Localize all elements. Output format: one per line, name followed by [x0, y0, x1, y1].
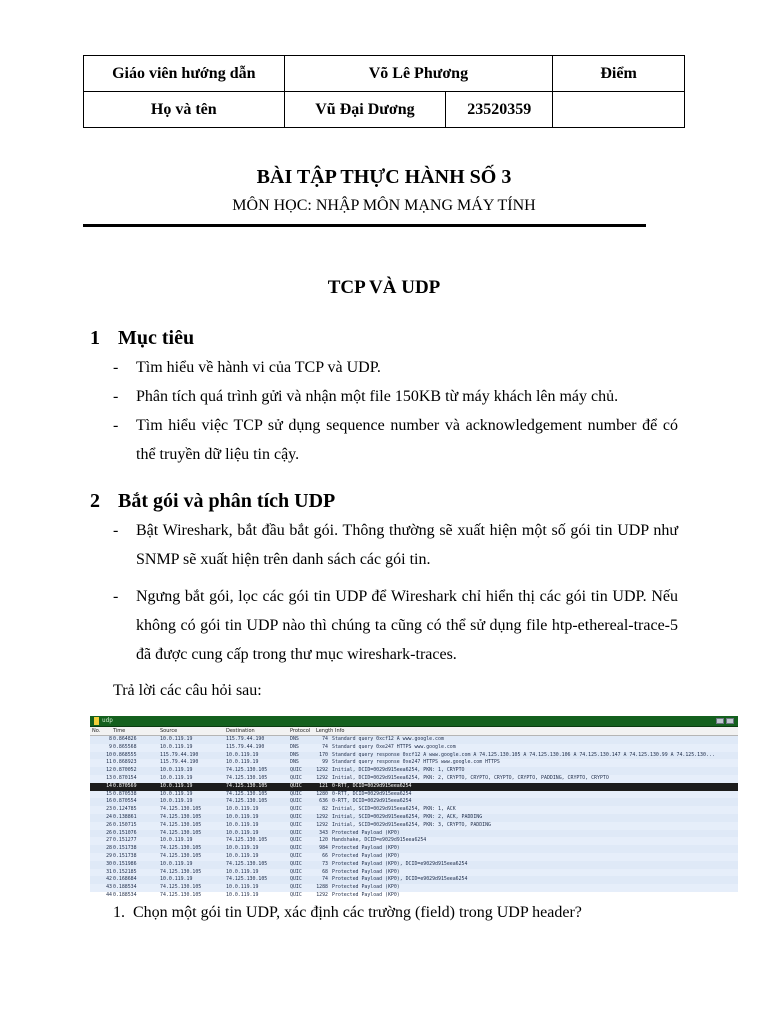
filter-bookmark-icon — [94, 717, 99, 725]
packet-info: 0-RTT, DCID=0029d915eea6254 — [332, 790, 412, 797]
packet-no: 10 — [106, 751, 112, 758]
packet-length: 170 — [319, 751, 328, 758]
packet-info: Protected Payload (KP0) — [332, 884, 400, 891]
packet-source: 74.125.130.105 — [160, 806, 202, 813]
packet-row[interactable] — [90, 884, 738, 892]
packet-row[interactable] — [90, 830, 738, 838]
packet-time: 0.151076 — [113, 829, 137, 836]
packet-destination: 10.0.119.19 — [226, 806, 259, 813]
packet-no: 26 — [106, 829, 112, 836]
col-header-destination[interactable]: Destination — [226, 728, 255, 734]
packet-list — [90, 736, 738, 900]
question-text: Chọn một gói tin UDP, xác định các trường (field) trong UDP header? — [133, 904, 582, 921]
packet-info: 0-RTT, DCID=0029d915eea6254 — [332, 782, 412, 789]
packet-row[interactable] — [90, 814, 738, 822]
packet-info: Protected Payload (KP0) — [332, 852, 400, 859]
bullet-text: Bật Wireshark, bắt đầu bắt gói. Thông thường sẽ xuất hiện một số gói tin UDP như SNMP sẽ xuất hiện trên danh sách các gói tin. — [136, 522, 678, 568]
document-subtitle: MÔN HỌC: NHẬP MÔN MẠNG MÁY TÍNH — [232, 197, 536, 214]
bullet-item: - Bật Wireshark, bắt đầu bắt gói. Thông thường sẽ xuất hiện một số gói tin UDP như SNMP sẽ xuất hiện trên danh sách các gói tin. — [113, 522, 678, 568]
packet-row[interactable] — [90, 845, 738, 853]
packet-info: Initial, DCID=0029d915eea6254, PKN: 1, CRYPTO — [332, 767, 465, 774]
packet-protocol: DNS — [290, 751, 299, 758]
packet-time: 0.150715 — [113, 821, 137, 828]
packet-destination: 10.0.119.19 — [226, 751, 259, 758]
packet-time: 0.188534 — [113, 884, 137, 891]
section-2-bullets — [113, 516, 678, 677]
col-header-info[interactable]: Info — [335, 728, 345, 734]
packet-protocol: QUIC — [290, 837, 302, 844]
section-2-number: 2 — [90, 490, 100, 512]
packet-list-header — [90, 727, 738, 736]
packet-no: 13 — [106, 774, 112, 781]
packet-protocol: QUIC — [290, 774, 302, 781]
packet-protocol: QUIC — [290, 891, 302, 898]
document-title: BÀI TẬP THỰC HÀNH SỐ 3 — [256, 166, 512, 188]
packet-source: 74.125.130.105 — [160, 891, 202, 898]
section-2-heading — [90, 490, 335, 513]
section-1-heading — [90, 327, 194, 350]
packet-info: Initial, SCID=0029d915eea6254, PKN: 3, CRYPTO, PADDING — [332, 821, 491, 828]
packet-source: 10.0.119.19 — [160, 782, 193, 789]
packet-row[interactable] — [90, 892, 738, 900]
packet-row[interactable] — [90, 752, 738, 760]
packet-info: Initial, SCID=0029d915eea6254, PKN: 2, ACK, PADDING — [332, 813, 483, 820]
packet-info: Protected Payload (KP0) — [332, 845, 400, 852]
packet-destination: 74.125.130.105 — [226, 774, 268, 781]
packet-time: 0.151738 — [113, 852, 137, 859]
packet-source: 74.125.130.105 — [160, 884, 202, 891]
packet-info: Standard query response 0xcf12 A www.google.com A 74.125.130.105 A 74.125.130.106 A 74.125.130.147 A 74.125.130.99 A 74.125.130... — [332, 751, 715, 758]
packet-no: 44 — [106, 891, 112, 898]
packet-row[interactable] — [90, 861, 738, 869]
packet-row[interactable] — [90, 775, 738, 783]
packet-length: 1292 — [316, 821, 328, 828]
question-number: 1. — [113, 904, 133, 921]
packet-protocol: DNS — [290, 736, 299, 742]
packet-time: 0.168684 — [113, 876, 137, 883]
packet-protocol: QUIC — [290, 845, 302, 852]
packet-length: 66 — [322, 852, 328, 859]
info-row-instructor — [84, 56, 685, 92]
section-1-number: 1 — [90, 327, 100, 349]
bullet-item: - Tìm hiểu về hành vi của TCP và UDP. — [113, 359, 381, 376]
score-value — [553, 92, 685, 128]
packet-protocol: QUIC — [290, 821, 302, 828]
bullet-text: Phân tích quá trình gửi và nhận một file 150KB từ máy khách lên máy chủ. — [136, 388, 619, 405]
packet-protocol: QUIC — [290, 782, 302, 789]
packet-length: 73 — [322, 860, 328, 867]
packet-source: 10.0.119.19 — [160, 743, 193, 750]
bullet-text: Tìm hiểu việc TCP sử dụng sequence number và acknowledgement number để có thể truyền dữ liệu tin cậy. — [136, 417, 678, 463]
packet-protocol: QUIC — [290, 860, 302, 867]
packet-no: 42 — [106, 876, 112, 883]
col-header-no[interactable]: No. — [92, 728, 101, 734]
packet-protocol: QUIC — [290, 790, 302, 797]
packet-info: Standard query 0xe247 HTTPS www.google.com — [332, 743, 456, 750]
packet-source: 10.0.119.19 — [160, 876, 193, 883]
packet-time: 0.870052 — [113, 767, 137, 774]
packet-length: 1292 — [316, 767, 328, 774]
packet-destination: 10.0.119.19 — [226, 891, 259, 898]
packet-source: 74.125.130.105 — [160, 868, 202, 875]
packet-length: 636 — [319, 798, 328, 805]
packet-row[interactable] — [90, 876, 738, 884]
packet-length: 74 — [322, 736, 328, 742]
packet-no: 14 — [106, 782, 112, 789]
packet-row[interactable] — [90, 869, 738, 877]
col-header-source[interactable]: Source — [160, 728, 178, 734]
packet-destination: 115.79.44.190 — [226, 736, 265, 742]
question-1 — [113, 904, 582, 922]
apply-filter-icon[interactable] — [726, 718, 734, 724]
packet-destination: 74.125.130.105 — [226, 767, 268, 774]
instructor-label: Giáo viên hướng dẫn — [84, 56, 285, 92]
packet-info: Protected Payload (KP0) — [332, 829, 400, 836]
packet-row[interactable] — [90, 822, 738, 830]
packet-row[interactable] — [90, 767, 738, 775]
packet-destination: 74.125.130.105 — [226, 790, 268, 797]
info-table — [83, 55, 685, 128]
packet-no: 26 — [106, 821, 112, 828]
score-label: Điểm — [553, 56, 685, 92]
packet-length: 1280 — [316, 790, 328, 797]
display-filter-input[interactable]: udp — [102, 717, 113, 724]
packet-length: 99 — [322, 759, 328, 766]
packet-time: 0.865568 — [113, 743, 137, 750]
packet-no: 12 — [106, 767, 112, 774]
packet-destination: 10.0.119.19 — [226, 813, 259, 820]
packet-destination: 10.0.119.19 — [226, 821, 259, 828]
packet-row[interactable] — [90, 853, 738, 861]
section-1-bullets — [113, 353, 678, 469]
packet-destination: 74.125.130.105 — [226, 798, 268, 805]
packet-length: 82 — [322, 806, 328, 813]
packet-no: 29 — [106, 852, 112, 859]
packet-row[interactable] — [90, 791, 738, 799]
packet-info: 0-RTT, DCID=0029d915eea6254 — [332, 798, 412, 805]
packet-length: 74 — [322, 743, 328, 750]
packet-time: 0.864826 — [113, 736, 137, 742]
answer-prompt: Trả lời các câu hỏi sau: — [113, 682, 262, 699]
packet-info: Protected Payload (KP0) — [332, 891, 400, 898]
packet-info: Standard query 0xcf12 A www.google.com — [332, 736, 444, 742]
packet-time: 0.151277 — [113, 837, 137, 844]
packet-source: 10.0.119.19 — [160, 790, 193, 797]
packet-info: Protected Payload (KP0), DCID=e9029d915eea6254 — [332, 860, 468, 867]
packet-no: 24 — [106, 813, 112, 820]
packet-time: 0.868555 — [113, 751, 137, 758]
packet-row[interactable] — [90, 736, 738, 744]
packet-protocol: QUIC — [290, 767, 302, 774]
packet-row[interactable] — [90, 783, 738, 791]
packet-time: 0.870538 — [113, 790, 137, 797]
packet-source: 74.125.130.105 — [160, 821, 202, 828]
packet-destination: 74.125.130.105 — [226, 860, 268, 867]
packet-protocol: QUIC — [290, 868, 302, 875]
clear-filter-icon[interactable] — [716, 718, 724, 724]
bullet-item: - Ngưng bắt gói, lọc các gói tin UDP để Wireshark chỉ hiển thị các gói tin UDP. Nếu không có gói tin UDP nào thì chúng ta cũng có thể sử dụng file htp-ethereal-trace-5 đã được cung cấp trong thư mục wireshark-traces. — [113, 588, 678, 663]
packet-destination: 10.0.119.19 — [226, 845, 259, 852]
student-name: Vũ Đại Dương — [284, 92, 446, 128]
packet-destination: 74.125.130.105 — [226, 782, 268, 789]
filter-controls — [716, 718, 734, 724]
packet-source: 10.0.119.19 — [160, 767, 193, 774]
packet-time: 0.870569 — [113, 782, 137, 789]
packet-row[interactable] — [90, 837, 738, 845]
packet-protocol: QUIC — [290, 876, 302, 883]
packet-destination: 10.0.119.19 — [226, 829, 259, 836]
packet-length: 1292 — [316, 813, 328, 820]
packet-info: Standard query response 0xe247 HTTPS www.google.com HTTPS — [332, 759, 500, 766]
packet-protocol: QUIC — [290, 852, 302, 859]
packet-destination: 10.0.119.19 — [226, 759, 259, 766]
packet-destination: 10.0.119.19 — [226, 884, 259, 891]
packet-protocol: QUIC — [290, 806, 302, 813]
packet-no: 8 — [109, 736, 112, 742]
student-label: Họ và tên — [84, 92, 285, 128]
packet-length: 1292 — [316, 891, 328, 898]
packet-length: 1292 — [316, 774, 328, 781]
packet-source: 74.125.130.105 — [160, 845, 202, 852]
packet-source: 10.0.119.19 — [160, 798, 193, 805]
packet-time: 0.870154 — [113, 774, 137, 781]
packet-no: 30 — [106, 860, 112, 867]
packet-source: 115.79.44.190 — [160, 751, 199, 758]
packet-time: 0.151738 — [113, 845, 137, 852]
wireshark-screenshot — [90, 716, 738, 898]
student-id: 23520359 — [446, 92, 553, 128]
packet-time: 0.152185 — [113, 868, 137, 875]
packet-destination: 74.125.130.105 — [226, 837, 268, 844]
packet-destination: 10.0.119.19 — [226, 868, 259, 875]
info-row-student — [84, 92, 685, 128]
packet-time: 0.151986 — [113, 860, 137, 867]
packet-length: 68 — [322, 868, 328, 875]
col-header-protocol[interactable]: Protocol — [290, 728, 311, 734]
topic-title: TCP VÀ UDP — [327, 277, 441, 298]
packet-no: 27 — [106, 837, 112, 844]
packet-info: Initial, DCID=0029d915eea6254, PKN: 2, CRYPTO, CRYPTO, CRYPTO, CRYPTO, PADDING, CRYPTO, CRYPTO — [332, 774, 609, 781]
bullet-item: - Phân tích quá trình gửi và nhận một file 150KB từ máy khách lên máy chủ. — [113, 388, 619, 405]
packet-info: Protected Payload (KP0) — [332, 868, 400, 875]
packet-length: 120 — [319, 837, 328, 844]
packet-source: 74.125.130.105 — [160, 829, 202, 836]
packet-source: 10.0.119.19 — [160, 736, 193, 742]
packet-source: 10.0.119.19 — [160, 837, 193, 844]
section-1-title: Mục tiêu — [118, 327, 195, 349]
packet-protocol: DNS — [290, 759, 299, 766]
wireshark-filter-bar — [90, 716, 738, 727]
packet-source: 74.125.130.105 — [160, 813, 202, 820]
packet-info: Handshake, DCID=e9029d915eea6254 — [332, 837, 427, 844]
packet-length: 74 — [322, 876, 328, 883]
packet-source: 74.125.130.105 — [160, 852, 202, 859]
packet-row[interactable] — [90, 806, 738, 814]
packet-no: 11 — [106, 759, 112, 766]
packet-source: 115.79.44.190 — [160, 759, 199, 766]
packet-no: 28 — [106, 845, 112, 852]
instructor-name: Võ Lê Phương — [284, 56, 553, 92]
packet-info: Initial, SCID=0029d915eea6254, PKN: 1, ACK — [332, 806, 456, 813]
title-rule — [83, 224, 646, 227]
packet-protocol: QUIC — [290, 813, 302, 820]
packet-destination: 115.79.44.190 — [226, 743, 265, 750]
packet-info: Protected Payload (KP0), DCID=e9029d915eea6254 — [332, 876, 468, 883]
packet-time: 0.868923 — [113, 759, 137, 766]
packet-no: 43 — [106, 884, 112, 891]
bullet-text: Ngưng bắt gói, lọc các gói tin UDP để Wireshark chỉ hiển thị các gói tin UDP. Nếu không có gói tin UDP nào thì chúng ta cũng có thể sử dụng file htp-ethereal-trace-5 đã được cung cấp trong thư mục wireshark-traces. — [136, 588, 678, 663]
packet-time: 0.188534 — [113, 891, 137, 898]
packet-row[interactable] — [90, 798, 738, 806]
packet-protocol: QUIC — [290, 884, 302, 891]
bullet-text: Tìm hiểu về hành vi của TCP và UDP. — [136, 359, 381, 376]
packet-source: 10.0.119.19 — [160, 860, 193, 867]
packet-time: 0.870554 — [113, 798, 137, 805]
packet-time: 0.138861 — [113, 813, 137, 820]
section-2-title: Bắt gói và phân tích UDP — [118, 490, 336, 512]
packet-no: 9 — [109, 743, 112, 750]
bullet-item: - Tìm hiểu việc TCP sử dụng sequence number và acknowledgement number để có thể truyền dữ liệu tin cậy. — [113, 417, 678, 463]
packet-no: 23 — [106, 806, 112, 813]
packet-destination: 10.0.119.19 — [226, 852, 259, 859]
packet-row[interactable] — [90, 744, 738, 752]
packet-length: 343 — [319, 829, 328, 836]
packet-source: 10.0.119.19 — [160, 774, 193, 781]
packet-length: 121 — [319, 782, 328, 789]
packet-time: 0.124785 — [113, 806, 137, 813]
packet-no: 31 — [106, 868, 112, 875]
packet-protocol: DNS — [290, 743, 299, 750]
packet-no: 16 — [106, 798, 112, 805]
packet-destination: 74.125.130.105 — [226, 876, 268, 883]
packet-protocol: QUIC — [290, 829, 302, 836]
col-header-length[interactable]: Length — [316, 728, 334, 734]
packet-protocol: QUIC — [290, 798, 302, 805]
col-header-time[interactable]: Time — [113, 728, 126, 734]
packet-length: 1288 — [316, 884, 328, 891]
packet-length: 984 — [319, 845, 328, 852]
packet-no: 15 — [106, 790, 112, 797]
packet-row[interactable] — [90, 759, 738, 767]
